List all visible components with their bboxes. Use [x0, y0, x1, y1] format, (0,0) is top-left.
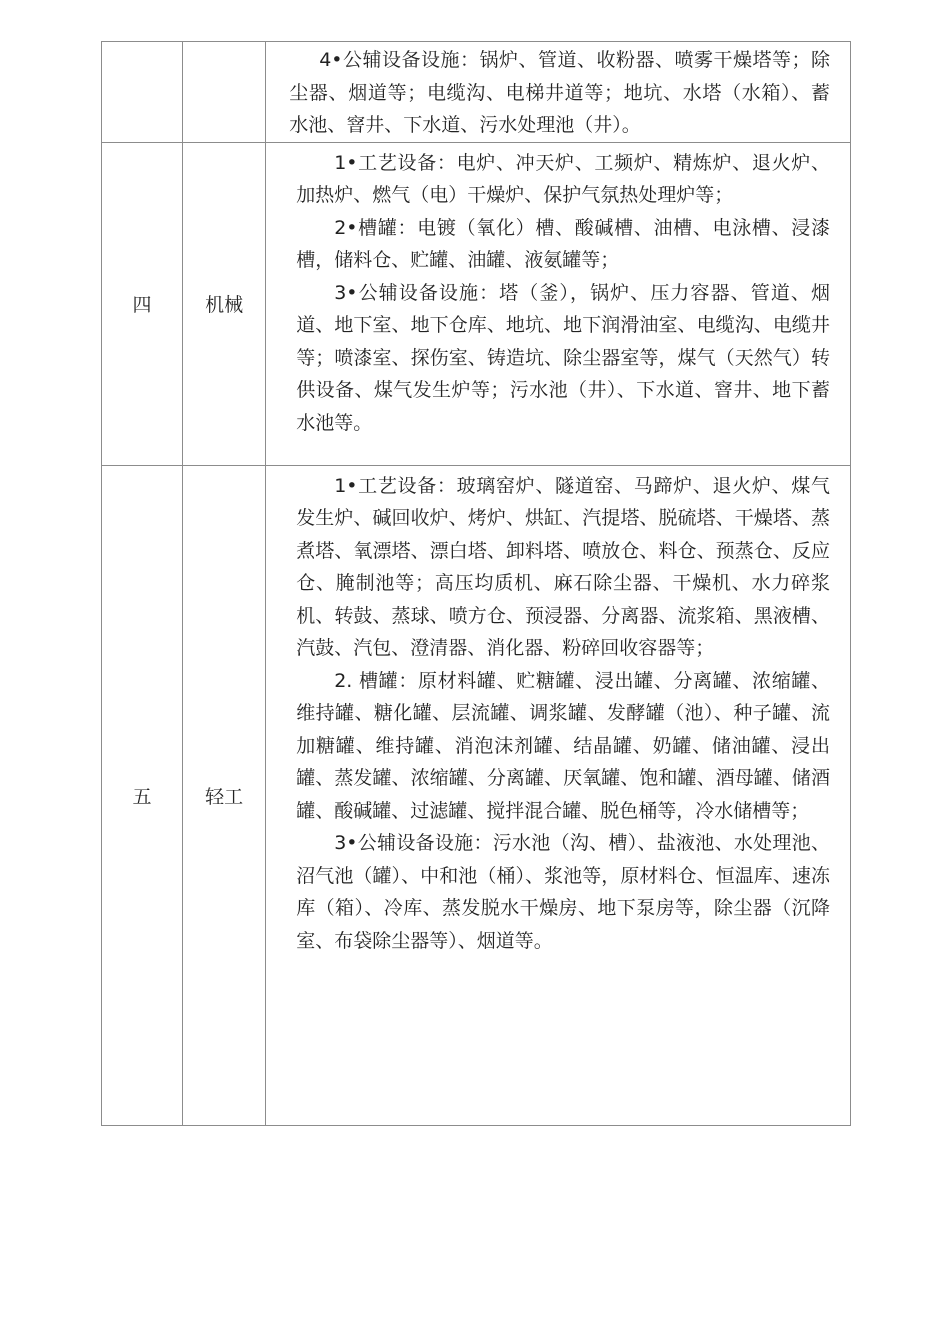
table-row — [102, 42, 851, 143]
row-category-cell: 机械 — [183, 142, 266, 465]
description-paragraph: 1•工艺设备：玻璃窑炉、隧道窑、马蹄炉、退火炉、煤气发生炉、碱回收炉、烤炉、烘缸、汽提塔、脱硫塔、干燥塔、蒸煮塔、氧漂塔、漂白塔、卸料塔、喷放仓、料仓、预蒸仓、反应仓、腌制池等；高压均质机、麻石除尘器、干燥机、水力碎浆机、转鼓、蒸球、喷方仓、预浸器、分离器、流浆箱、黑液槽、汽鼓、汽包、澄清器、消化器、粉碎回收容器等； — [296, 474, 830, 659]
description-paragraph: 3•公辅设备设施：塔（釜），锅炉、压力容器、管道、烟道、地下室、地下仓库、地坑、地下润滑油室、电缆沟、电缆井等；喷漆室、探伤室、铸造坑、除尘器室等，煤气（天然气）转供设备、煤气发生炉等；污水池（井）、下水道、窨井、地下蓄水池等。 — [296, 281, 830, 434]
equipment-table — [101, 41, 851, 1126]
description-paragraph: 4•公辅设备设施：锅炉、管道、收粉器、喷雾干燥塔等；除尘器、烟道等；电缆沟、电梯井道等；地坑、水塔（水箱）、蓄水池、窨井、下水道、污水处理池（井）。 — [289, 49, 830, 136]
row-description-cell — [266, 42, 851, 143]
table-row — [102, 142, 851, 465]
row-number-cell: 五 — [102, 465, 183, 1125]
row-description-cell — [266, 142, 851, 465]
row-description-cell — [266, 465, 851, 1125]
row-category-cell: 轻工 — [183, 465, 266, 1125]
description-paragraph: 2•槽罐：电镀（氧化）槽、酸碱槽、油槽、电泳槽、浸漆槽，储料仓、贮罐、油罐、液氨罐等； — [296, 216, 830, 271]
table-row — [102, 465, 851, 1125]
description-paragraph: 2. 槽罐：原材料罐、贮糖罐、浸出罐、分离罐、浓缩罐、维持罐、糖化罐、层流罐、调浆罐、发酵罐（池）、种子罐、流加糖罐、维持罐、消泡沫剂罐、结晶罐、奶罐、储油罐、浸出罐、蒸发罐、浓缩罐、分离罐、厌氧罐、饱和罐、酒母罐、储酒罐、酸碱罐、过滤罐、搅拌混合罐、脱色桶等，冷水储槽等； — [296, 669, 830, 822]
row-number-cell: 四 — [102, 142, 183, 465]
row-category-cell — [183, 42, 266, 143]
row-number-cell — [102, 42, 183, 143]
description-paragraph: 1•工艺设备：电炉、冲天炉、工频炉、精炼炉、退火炉、加热炉、燃气（电）干燥炉、保护气氛热处理炉等； — [296, 151, 830, 206]
description-paragraph: 3•公辅设备设施：污水池（沟、槽）、盐液池、水处理池、沼气池（罐）、中和池（桶）、浆池等，原材料仓、恒温库、速冻库（箱）、冷库、蒸发脱水干燥房、地下泵房等，除尘器（沉降室、布袋除尘器等）、烟道等。 — [296, 832, 830, 952]
